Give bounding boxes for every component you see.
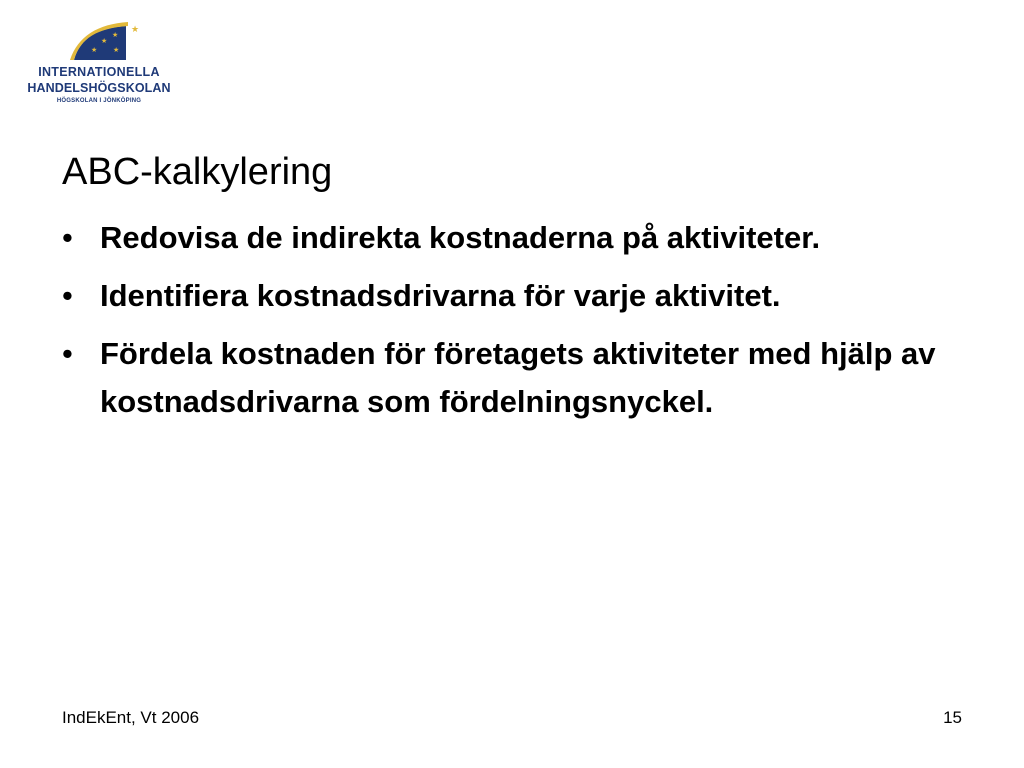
bullet-marker: • [62, 336, 73, 371]
svg-text:★: ★ [131, 25, 140, 35]
bullet-text: Fördela kostnaden för företagets aktiviteter med hjälp av kostnadsdrivarna som fördelningsnyckel. [100, 336, 936, 419]
bullet-text: Identifiera kostnadsdrivarna för varje aktivitet. [100, 278, 781, 313]
footer-page-number: 15 [943, 708, 962, 727]
svg-text:★: ★ [113, 46, 120, 54]
slide-title: ABC-kalkylering [62, 151, 333, 193]
bullet-marker: • [62, 278, 73, 313]
school-logo [24, 22, 174, 122]
svg-text:★: ★ [101, 37, 108, 45]
bullet-list [62, 214, 962, 426]
logo-text-line1: INTERNATIONELLA [38, 65, 160, 79]
bullet-item [62, 330, 962, 426]
logo-emblem-icon [68, 22, 148, 62]
logo-text-line2: HANDELSHÖGSKOLAN [27, 81, 171, 95]
footer-course-label: IndEkEnt, Vt 2006 [62, 708, 200, 727]
bullet-item [62, 214, 962, 262]
svg-text:★: ★ [91, 46, 98, 54]
bullet-marker: • [62, 220, 73, 255]
svg-text:★: ★ [112, 31, 119, 39]
bullet-text: Redovisa de indirekta kostnaderna på aktiviteter. [100, 220, 821, 255]
bullet-item [62, 272, 962, 320]
logo-text-line3: HÖGSKOLAN I JÖNKÖPING [56, 98, 142, 104]
